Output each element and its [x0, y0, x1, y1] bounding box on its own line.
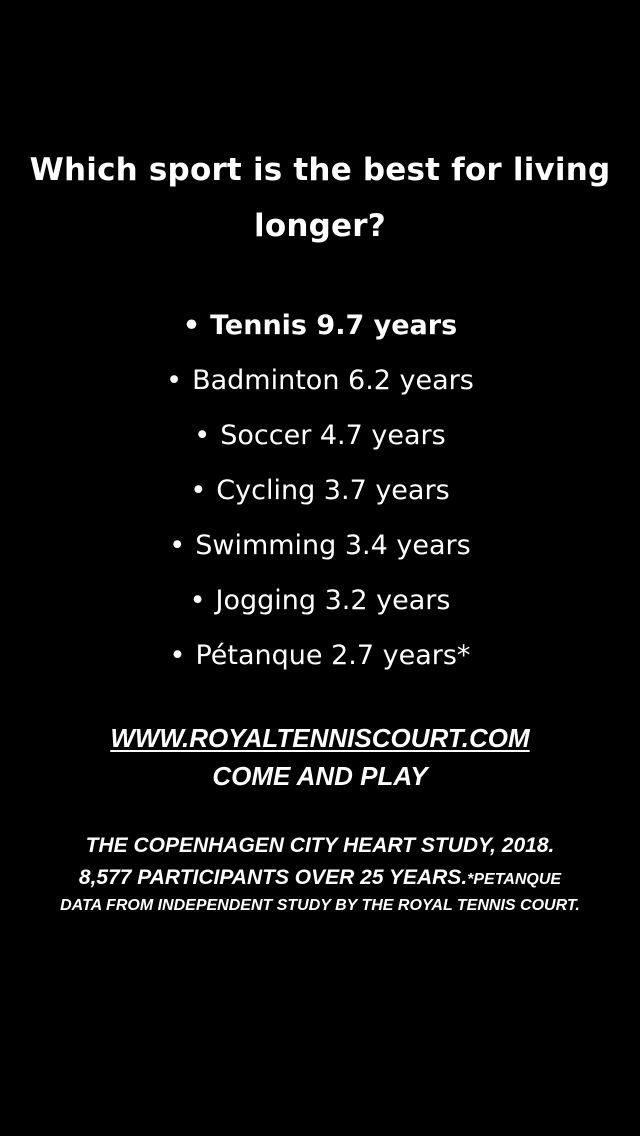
list-item [0, 628, 640, 683]
list-item [0, 573, 640, 628]
bullet-icon: • [182, 310, 201, 341]
list-item [0, 518, 640, 573]
list-item-label: Cycling 3.7 years [216, 475, 450, 506]
source-citation [16, 830, 624, 918]
question-heading: Which sport is the best for living longer? [29, 152, 611, 244]
source-line-2-wrap [16, 862, 624, 894]
bullet-icon: • [166, 365, 183, 396]
bullet-icon: • [189, 585, 206, 616]
list-item [0, 408, 640, 463]
source-note-start: *PETANQUE [467, 871, 562, 888]
list-item-label: Jogging 3.2 years [215, 585, 451, 616]
call-to-action: COME AND PLAY [212, 761, 428, 791]
bullet-icon: • [190, 475, 207, 506]
bullet-icon: • [169, 530, 186, 561]
list-item-label: Pétanque 2.7 years* [195, 640, 471, 671]
list-item-label: Soccer 4.7 years [220, 420, 446, 451]
bullet-icon: • [194, 420, 211, 451]
source-note-rest: DATA FROM INDEPENDENT STUDY BY THE ROYAL TENNIS COURT. [60, 897, 580, 914]
list-item [0, 298, 640, 353]
website-link[interactable]: WWW.ROYALTENNISCOURT.COM [110, 723, 530, 753]
bullet-icon: • [169, 640, 186, 671]
source-line-2: 8,577 PARTICIPANTS OVER 25 YEARS. [78, 866, 468, 889]
list-item-label: Badminton 6.2 years [192, 365, 474, 396]
list-item-label: Tennis 9.7 years [210, 310, 458, 341]
source-line-1: THE COPENHAGEN CITY HEART STUDY, 2018. [85, 834, 555, 857]
list-item [0, 463, 640, 518]
list-item-label: Swimming 3.4 years [195, 530, 471, 561]
sport-longevity-list [0, 298, 640, 683]
list-item [0, 353, 640, 408]
